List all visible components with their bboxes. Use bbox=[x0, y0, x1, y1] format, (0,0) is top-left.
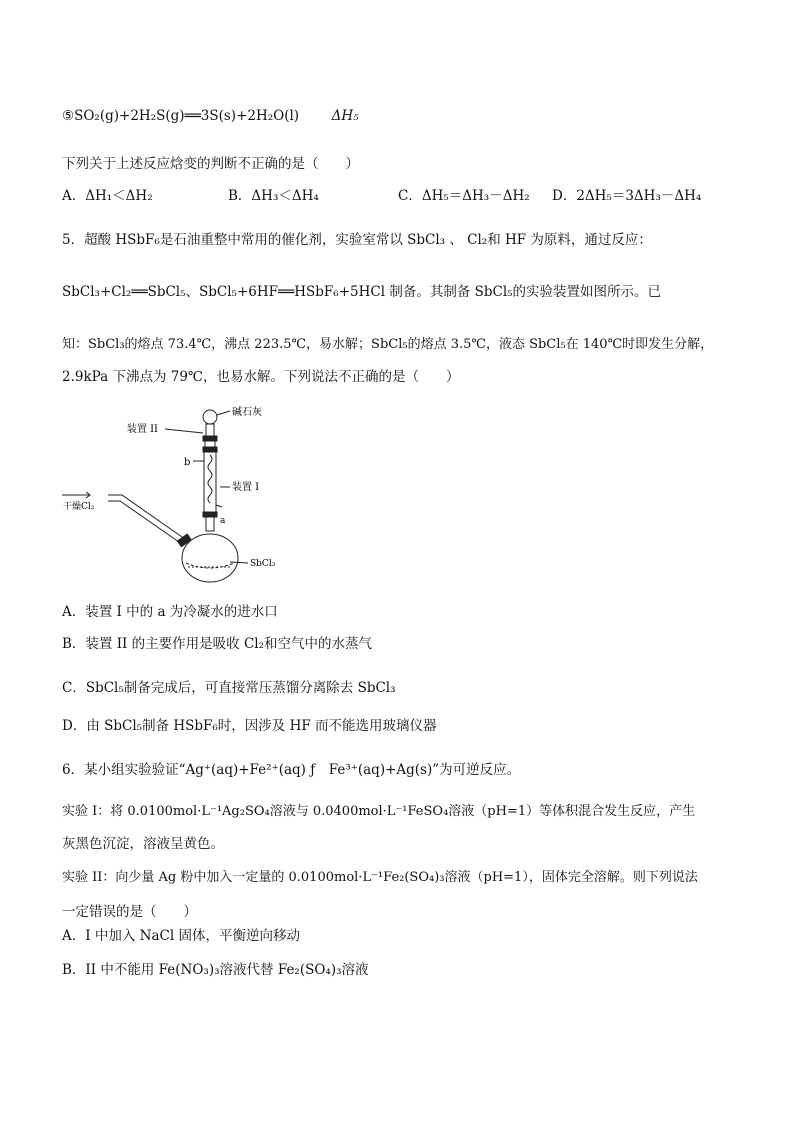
reaction-5-enthalpy: ΔH₅ bbox=[331, 108, 359, 124]
label-device-1: 装置 I bbox=[232, 482, 260, 493]
q5-option-b: B．装置 II 的主要作用是吸收 Cl₂和空气中的水蒸气 bbox=[62, 636, 373, 652]
q6-exp1-line-1: 实验 I：将 0.0100mol·L⁻¹Ag₂SO₄溶液与 0.0400mol·L⁻¹FeSO₄溶液（pH=1）等体积混合发生反应，产生 bbox=[62, 804, 696, 819]
apparatus-figure bbox=[60, 395, 290, 590]
q5-option-a: A．装置 I 中的 a 为冷凝水的进水口 bbox=[62, 604, 278, 620]
label-soda-lime: 碱石灰 bbox=[232, 407, 262, 418]
q5-line-2: SbCl₃+Cl₂══SbCl₅、SbCl₅+6HF══HSbF₆+5HCl 制备。其制备 SbCl₅的实验装置如图所示。已 bbox=[62, 284, 662, 300]
q5-line-4: 2.9kPa 下沸点为 79℃，也易水解。下列说法不正确的是（ ） bbox=[62, 369, 460, 385]
q6-line-1: 6．某小组实验验证“Ag⁺(aq)+Fe²⁺(aq) ƒ Fe³⁺(aq)+Ag(s)”为可逆反应。 bbox=[62, 762, 521, 778]
chlorine-inlet-tube bbox=[108, 495, 182, 542]
q6-exp2-line-1: 实验 II：向少量 Ag 粉中加入一定量的 0.0100mol·L⁻¹Fe₂(SO₄)₃溶液（pH=1），固体完全溶解。则下列说法 bbox=[62, 870, 698, 885]
label-device-2: 装置 II bbox=[126, 424, 158, 435]
q4-option-c: C．ΔH₅＝ΔH₃－ΔH₂ bbox=[398, 188, 530, 204]
q4-prompt: 下列关于上述反应焓变的判断不正确的是（ ） bbox=[62, 156, 359, 172]
q5-option-c: C．SbCl₅制备完成后，可直接常压蒸馏分离除去 SbCl₃ bbox=[62, 680, 396, 696]
q4-option-a: A．ΔH₁＜ΔH₂ bbox=[62, 188, 153, 204]
q6-option-a: A．I 中加入 NaCl 固体，平衡逆向移动 bbox=[62, 928, 300, 944]
label-sbcl3: SbCl₃ bbox=[250, 559, 276, 569]
soda-lime-tube-bulb bbox=[203, 410, 217, 424]
label-dry-chlorine: 干燥Cl₂ bbox=[63, 502, 95, 512]
q4-option-b: B．ΔH₃＜ΔH₄ bbox=[228, 188, 319, 204]
reaction-5-line bbox=[62, 108, 359, 124]
q5-line-1: 5．超酸 HSbF₆是石油重整中常用的催化剂，实验室常以 SbCl₃ 、 Cl₂和 HF 为原料，通过反应： bbox=[62, 232, 652, 248]
label-a: a bbox=[220, 516, 226, 526]
q6-exp1-line-2: 灰黑色沉淀，溶液呈黄色。 bbox=[62, 836, 224, 852]
q5-line-3: 知：SbCl₃的熔点 73.4℃，沸点 223.5℃，易水解；SbCl₅的熔点 3.5℃，液态 SbCl₅在 140℃时即发生分解， bbox=[62, 337, 714, 352]
reaction-5-equation: ⑤SO₂(g)+2H₂S(g)══3S(s)+2H₂O(l) bbox=[62, 108, 300, 124]
round-bottom-flask bbox=[182, 534, 238, 582]
q5-option-d: D．由 SbCl₅制备 HSbF₆时，因涉及 HF 而不能选用玻璃仪器 bbox=[62, 718, 437, 734]
q6-option-b: B．II 中不能用 Fe(NO₃)₃溶液代替 Fe₂(SO₄)₃溶液 bbox=[62, 962, 369, 978]
q6-exp2-line-2: 一定错误的是（ ） bbox=[62, 904, 197, 920]
q4-option-d: D．2ΔH₅＝3ΔH₃－ΔH₄ bbox=[552, 188, 702, 204]
label-b: b bbox=[184, 457, 191, 468]
